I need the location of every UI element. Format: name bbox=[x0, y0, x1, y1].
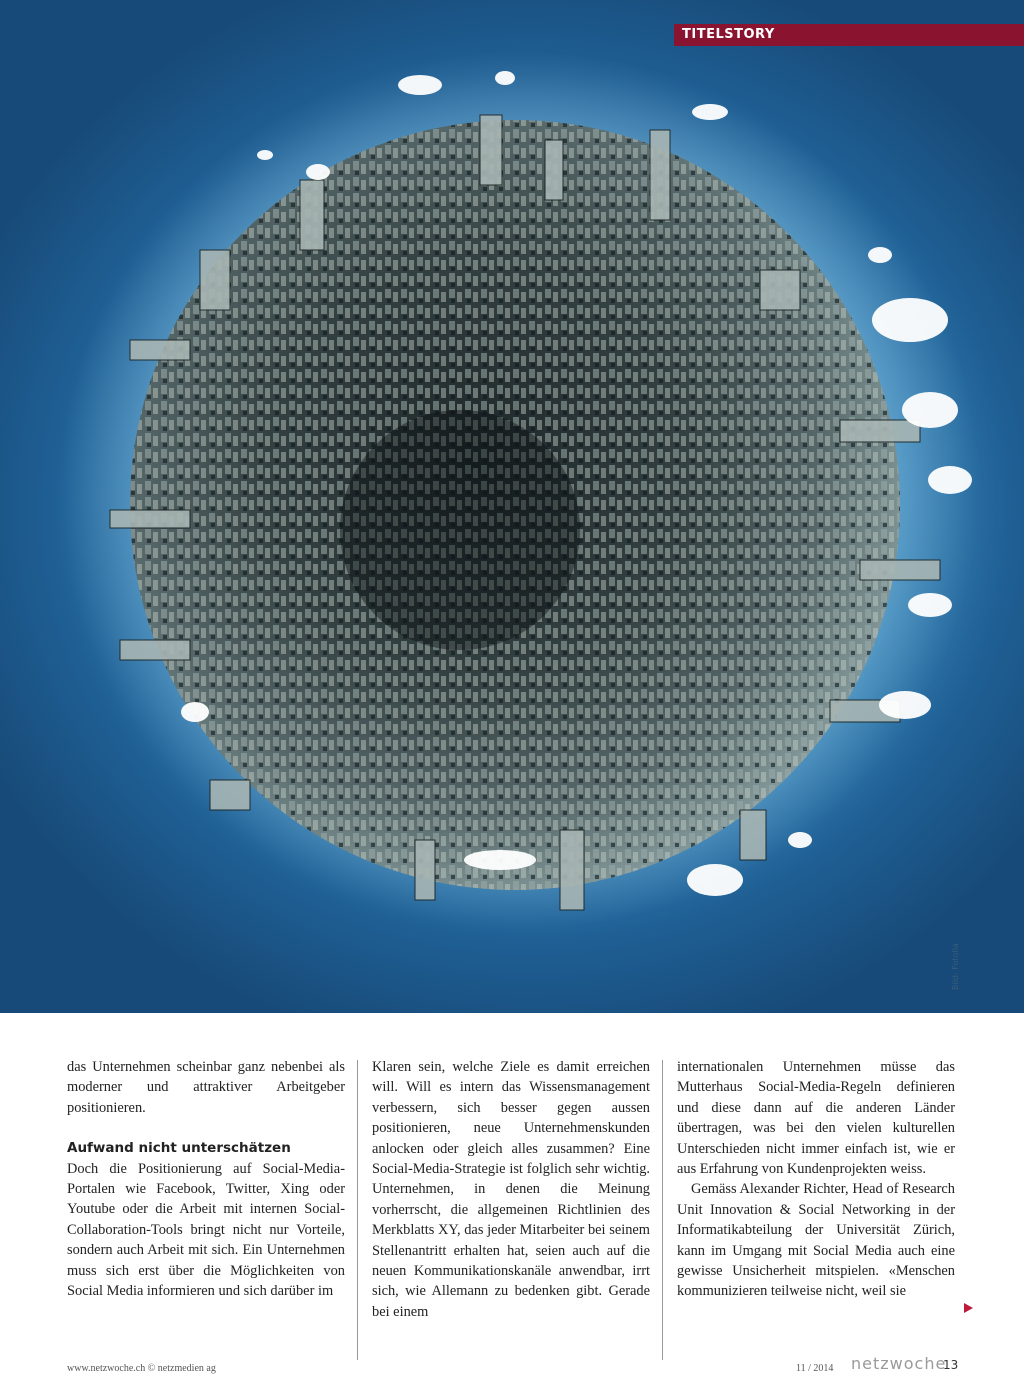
paragraph: internationalen Unternehmen müsse das Mutterhaus Social-Media-Regeln definieren und diese dann auf die anderen Länder übertragen, was bei den vielen kulturellen Unterschieden nicht immer einfach ist, wie er aus Erfahrung von Kundenprojekten weiss. bbox=[677, 1059, 955, 1178]
article-column-1 bbox=[67, 1057, 345, 1301]
section-tag: TITELSTORY bbox=[674, 24, 1024, 46]
paragraph: Doch die Positionierung auf Social-Media-Portalen wie Facebook, Twitter, Xing oder Youtube oder die Arbeit mit internen Social-Collaboration-Tools bringt nicht nur Vorteile, sondern auch Arbeit mit sich. Ein Unternehmen muss sich erst über die Möglichkeiten von Social Media informieren und sich darüber im bbox=[67, 1160, 345, 1300]
footer-url: www.netzwoche.ch © netzmedien ag bbox=[67, 1363, 216, 1374]
footer-brand-logo: netzwoche bbox=[851, 1354, 947, 1373]
paragraph: das Unternehmen scheinbar ganz nebenbei als moderner und attraktiver Arbeitgeber positionieren. bbox=[67, 1059, 345, 1116]
article-column-3 bbox=[677, 1057, 955, 1302]
column-divider bbox=[357, 1060, 358, 1360]
paragraph: Gemäss Alexander Richter, Head of Research Unit Innovation & Social Networking in der Informatikabteilung der Universität Zürich, kann im Umgang mit Social Media auch eine gewisse Unsicherheit mitspielen. «Menschen kommunizieren teilweise nicht, weil sie bbox=[677, 1181, 955, 1300]
photo-credit: Bild: Fotolia bbox=[951, 943, 960, 990]
column-divider bbox=[662, 1060, 663, 1360]
subheading: Aufwand nicht unterschätzen bbox=[67, 1140, 291, 1157]
article-column-2 bbox=[372, 1057, 650, 1322]
footer-issue: 11 / 2014 bbox=[796, 1363, 834, 1374]
paragraph: Klaren sein, welche Ziele es damit erreichen will. Will es intern das Wissensmanagement verbessern, sich besser gegen aussen positionieren, neue Unternehmenskunden anlocken oder gleich alles zusammen? Eine Social-Media-Strategie ist folglich sehr wichtig. Unternehmen, in denen die Meinung vorherrscht, die allgemeinen Richtlinien des Merkblatts XY, das jeder Mitarbeiter bei seinem Stellenantritt erhalten hat, seien auch auf die neuen Kommunikationskanäle anwendbar, irrt sich, wie Allemann zu bedenken gibt. Gerade bei einem bbox=[372, 1059, 650, 1320]
continue-arrow-icon bbox=[964, 1303, 973, 1313]
page-number: 13 bbox=[943, 1358, 959, 1372]
